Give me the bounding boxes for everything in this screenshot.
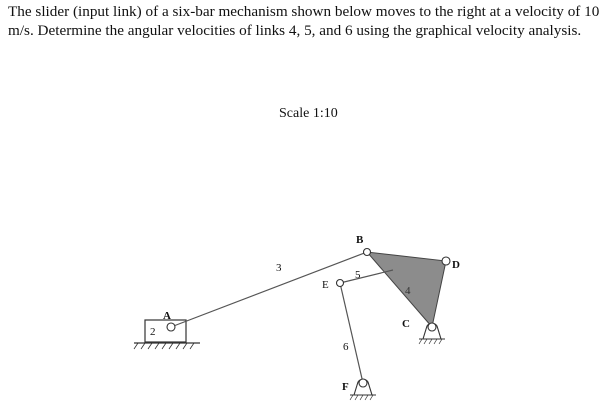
link-3	[171, 252, 367, 327]
link-6-label: 6	[343, 341, 349, 353]
joint-a	[167, 323, 175, 331]
ground-pivot-c	[419, 323, 445, 344]
joint-e	[337, 280, 344, 287]
scale-label: Scale 1:10	[279, 106, 338, 121]
joint-d	[442, 257, 450, 265]
label-b: B	[356, 234, 364, 246]
link-3-label: 3	[276, 262, 282, 274]
ground-pivot-f	[350, 379, 376, 400]
label-a: A	[163, 310, 171, 322]
link-4-label: 4	[405, 285, 411, 297]
link-6	[340, 283, 363, 383]
slider-ground	[134, 343, 200, 349]
joint-b	[364, 249, 371, 256]
link-5	[340, 270, 393, 283]
label-c: C	[402, 318, 410, 330]
label-e: E	[322, 279, 329, 291]
problem-statement: The slider (input link) of a six-bar mechanism shown below moves to the right at a velocity of 10 m/s. Determine the angular velocities of links 4, 5, and 6 using the graphical velocity analysis.	[8, 3, 600, 39]
label-d: D	[452, 259, 460, 271]
label-f: F	[342, 381, 349, 393]
link-5-label: 5	[355, 269, 361, 281]
link-2-label: 2	[150, 326, 156, 338]
